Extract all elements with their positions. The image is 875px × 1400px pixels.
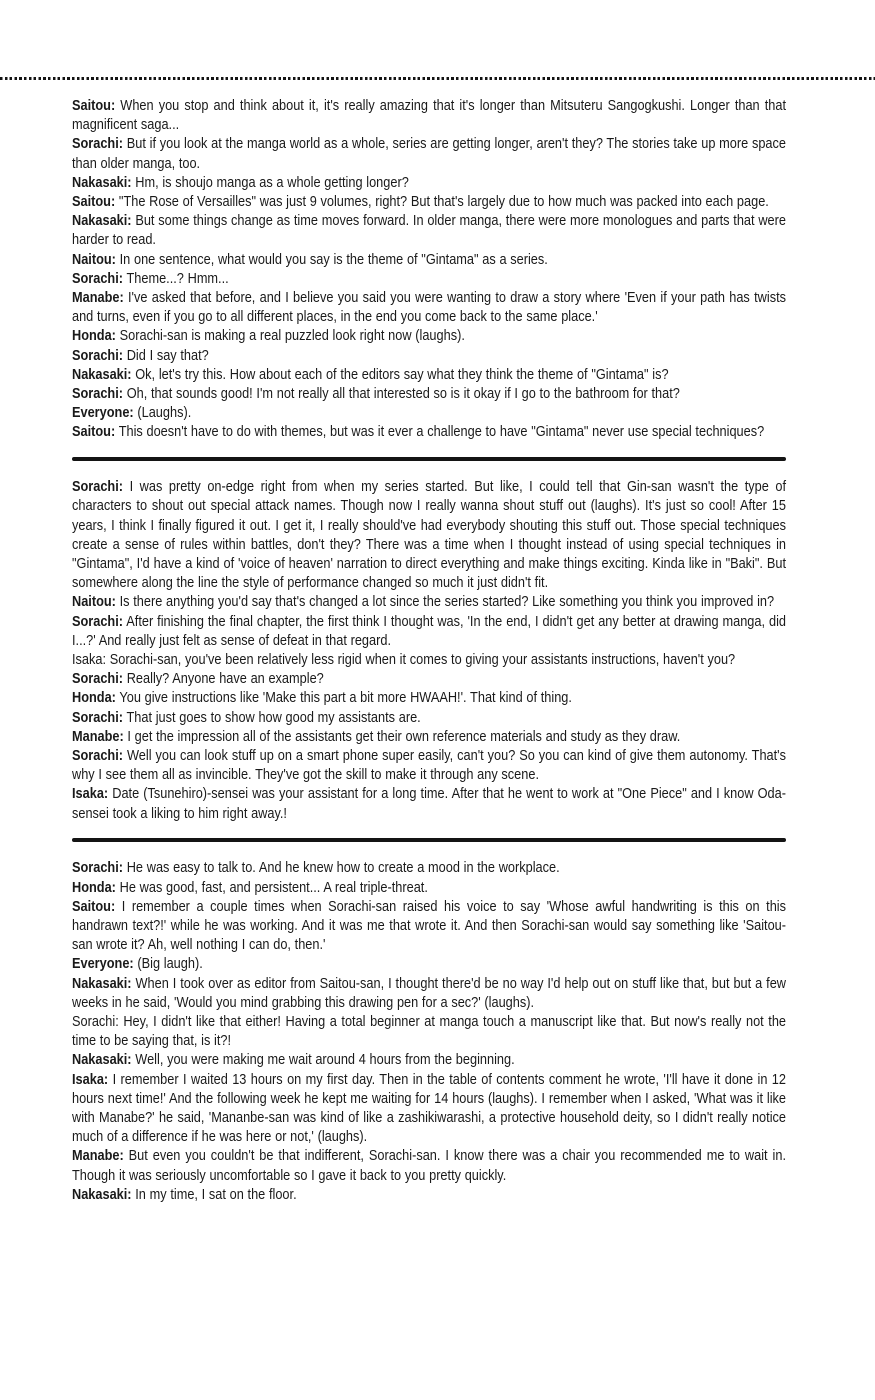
dialogue-text: That just goes to show how good my assistants are. — [123, 708, 421, 726]
speaker-name: Everyone: — [72, 404, 134, 422]
dialogue-turn — [72, 1185, 786, 1204]
dialogue-text: Ok, let's try this. How about each of the editors say what they think the theme of "Gintama" is? — [131, 365, 669, 383]
speaker-name: Sorachi: — [72, 708, 124, 726]
dialogue-turn — [72, 134, 786, 172]
dialogue-text: But even you couldn't be that indifferent, Sorachi-san. I know there was a chair you recommended me to wait in. Though it was seriously uncomfortable so I gave it back to you pretty quickly. — [72, 1147, 787, 1184]
speaker-name: Isaka: — [72, 650, 107, 668]
dialogue-text: I was pretty on-edge right from when my series started. But like, I could tell that Gin-san wasn't the type of characters to shout out special attack names. Though now I really wanna shout stuff out (laughs). It's just so cool! After 15 years, I think I finally figured it out. I get it, I really should've had everybody shouting this stuff out. Those special techniques create a sense of rules within battles, don't they? There was a time when I thought instead of using special techniques in "Gintama", I'd have a kind of 'voice of heaven' narration to direct everything and make things exciting. Kinda like in "Baki". But somewhere along the line the style of performance changed so much it just didn't fit. — [72, 478, 786, 592]
dialogue-turn — [72, 1070, 786, 1147]
dialogue-text: (Laughs). — [133, 404, 192, 422]
speaker-name: Nakasaki: — [72, 212, 132, 230]
dialogue-text: Really? Anyone have an example? — [123, 670, 324, 688]
section-divider — [72, 457, 786, 462]
dialogue-turn — [72, 878, 786, 897]
dialogue-turn — [72, 650, 786, 669]
dialogue-text: I remember a couple times when Sorachi-san raised his voice to say 'Whose awful handwriting is this on this handrawn text?!' while he was working. And it was me that wrote it. And then Sorachi-san would say something like 'Saitou-san wrote it? Ah, well nothing I can do, then.' — [72, 897, 787, 954]
dialogue-text: Hm, is shoujo manga as a whole getting longer? — [131, 173, 409, 191]
dialogue-text: Well you can look stuff up on a smart phone super easily, can't you? So you can kind of give them autonomy. That's why I see them all as invincible. They've got the skill to make it through any scene. — [72, 747, 786, 784]
dialogue-turn — [72, 422, 786, 441]
dialogue-turn — [72, 592, 786, 611]
dialogue-turn — [72, 211, 786, 249]
dialogue-turn — [72, 269, 786, 288]
dialogue-text: Is there anything you'd say that's changed a lot since the series started? Like something you think you improved in? — [115, 593, 775, 611]
dialogue-text: Date (Tsunehiro)-sensei was your assistant for a long time. After that he went to work at "One Piece" and I know Oda-sensei took a liking to him right away.! — [72, 785, 786, 822]
dialogue-turn — [72, 954, 786, 973]
dialogue-turn — [72, 1050, 786, 1069]
dialogue-text: When I took over as editor from Saitou-san, I thought there'd be no way I'd help out on stuff like that, but but a few weeks in he said, 'Would you mind grabbing this drawing pen for a sec?' (laughs). — [72, 974, 787, 1011]
dialogue-text: After finishing the final chapter, the first think I thought was, 'In the end, I didn't get any better at drawing manga, did I...?' And really just felt as sense of defeat in that regard. — [72, 612, 786, 649]
dialogue-text: "The Rose of Versailles" was just 9 volumes, right? But that's largely due to how much was packed into each page. — [115, 193, 769, 211]
speaker-name: Saitou: — [72, 423, 116, 441]
speaker-name: Sorachi: — [72, 612, 124, 630]
speaker-name: Sorachi: — [72, 859, 124, 877]
dialogue-text: Sorachi-san is making a real puzzled look right now (laughs). — [115, 327, 465, 345]
dialogue-text: I've asked that before, and I believe you said you were wanting to draw a story where 'Even if your path has twists and turns, even if you go to all different places, in the end you come back to the same place.' — [72, 289, 787, 326]
dialogue-text: He was good, fast, and persistent... A real triple-threat. — [115, 878, 428, 896]
speaker-name: Naitou: — [72, 593, 116, 611]
speaker-name: Manabe: — [72, 289, 124, 307]
dialogue-text: Well, you were making me wait around 4 hours from the beginning. — [131, 1051, 515, 1069]
dialogue-turn — [72, 192, 786, 211]
speaker-name: Honda: — [72, 878, 116, 896]
dialogue-turn — [72, 477, 786, 592]
dialogue-turn — [72, 897, 786, 955]
dialogue-turn — [72, 746, 786, 784]
dialogue-turn — [72, 1146, 786, 1184]
dialogue-text: (Big laugh). — [133, 955, 203, 973]
dialogue-turn — [72, 784, 786, 822]
speaker-name: Sorachi: — [72, 385, 124, 403]
section-divider — [72, 838, 786, 843]
speaker-name: Manabe: — [72, 1147, 124, 1165]
speaker-name: Naitou: — [72, 250, 116, 268]
dialogue-turn — [72, 173, 786, 192]
dialogue-turn — [72, 250, 786, 269]
interview-section — [72, 477, 786, 823]
speaker-name: Sorachi: — [72, 670, 124, 688]
dialogue-text: Did I say that? — [123, 346, 209, 364]
speaker-name: Isaka: — [72, 1070, 109, 1088]
speaker-name: Sorachi: — [72, 478, 124, 496]
speaker-name: Nakasaki: — [72, 974, 132, 992]
dialogue-text: I get the impression all of the assistants get their own reference materials and study as they draw. — [123, 727, 681, 745]
dialogue-turn — [72, 974, 786, 1012]
dialogue-text: Theme...? Hmm... — [123, 269, 229, 287]
interview-section — [72, 96, 786, 442]
dialogue-turn — [72, 288, 786, 326]
dialogue-turn — [72, 326, 786, 345]
dialogue-text: Hey, I didn't like that either! Having a total beginner at manga touch a manuscript like that. But now's really not the time to be saying that, is it?! — [72, 1012, 787, 1050]
dialogue-turn — [72, 96, 786, 134]
dialogue-text: He was easy to talk to. And he knew how to create a mood in the workplace. — [123, 859, 560, 877]
speaker-name: Saitou: — [72, 97, 116, 114]
speaker-name: Sorachi: — [72, 1012, 119, 1030]
interview-section — [72, 858, 786, 1204]
dialogue-turn — [72, 688, 786, 707]
dialogue-text: In one sentence, what would you say is the theme of "Gintama" as a series. — [115, 250, 548, 268]
dialogue-turn — [72, 727, 786, 746]
dialogue-text: This doesn't have to do with themes, but was it ever a challenge to have "Gintama" never use special techniques? — [115, 423, 765, 441]
speaker-name: Honda: — [72, 327, 116, 345]
dialogue-turn — [72, 858, 786, 877]
speaker-name: Saitou: — [72, 193, 116, 211]
speaker-name: Everyone: — [72, 955, 134, 973]
dialogue-turn — [72, 346, 786, 365]
speaker-name: Nakasaki: — [72, 1051, 132, 1069]
dialogue-text: You give instructions like 'Make this part a bit more HWAAH!'. That kind of thing. — [115, 689, 572, 707]
speaker-name: Sorachi: — [72, 269, 124, 287]
dialogue-turn — [72, 708, 786, 727]
speaker-name: Sorachi: — [72, 135, 124, 153]
dialogue-turn — [72, 403, 786, 422]
dialogue-turn — [72, 612, 786, 650]
dialogue-text: Sorachi-san, you've been relatively less rigid when it comes to giving your assistants instructions, haven't you? — [106, 650, 736, 668]
speaker-name: Saitou: — [72, 897, 116, 915]
speaker-name: Sorachi: — [72, 346, 124, 364]
dialogue-turn — [72, 669, 786, 688]
speaker-name: Nakasaki: — [72, 1185, 132, 1203]
speaker-name: Honda: — [72, 689, 116, 707]
dialogue-text: I remember I waited 13 hours on my first day. Then in the table of contents comment he wrote, 'I'll have it done in 12 hours next time!' And the following week he kept me waiting for 14 hours (laughs). I remember when I asked, 'What was it like with Manabe?' he said, 'Mananbe-san was kind of like a zashikiwarashi, a protective household deity, so I didn't really notice much of a difference if he was here or not,' (laughs). — [72, 1070, 786, 1146]
speaker-name: Nakasaki: — [72, 365, 132, 383]
speaker-name: Isaka: — [72, 785, 109, 803]
speaker-name: Sorachi: — [72, 747, 124, 764]
dialogue-turn — [72, 1012, 786, 1050]
dialogue-text: Oh, that sounds good! I'm not really all that interested so is it okay if I go to the bathroom for that? — [123, 385, 680, 403]
dialogue-turn — [72, 365, 786, 384]
dotted-separator — [0, 77, 875, 80]
dialogue-text: When you stop and think about it, it's really amazing that it's longer than Mitsuteru Sangogkushi. Longer than that magnificent saga... — [72, 97, 787, 134]
dialogue-turn — [72, 384, 786, 403]
dialogue-text: In my time, I sat on the floor. — [131, 1185, 297, 1203]
dialogue-text: But some things change as time moves forward. In older manga, there were more monologues and parts that were harder to read. — [72, 212, 787, 249]
dialogue-text: But if you look at the manga world as a whole, series are getting longer, aren't they? The stories take up more space than older manga, too. — [72, 135, 786, 172]
interview-transcript — [72, 96, 786, 1204]
speaker-name: Manabe: — [72, 727, 124, 745]
speaker-name: Nakasaki: — [72, 173, 132, 191]
